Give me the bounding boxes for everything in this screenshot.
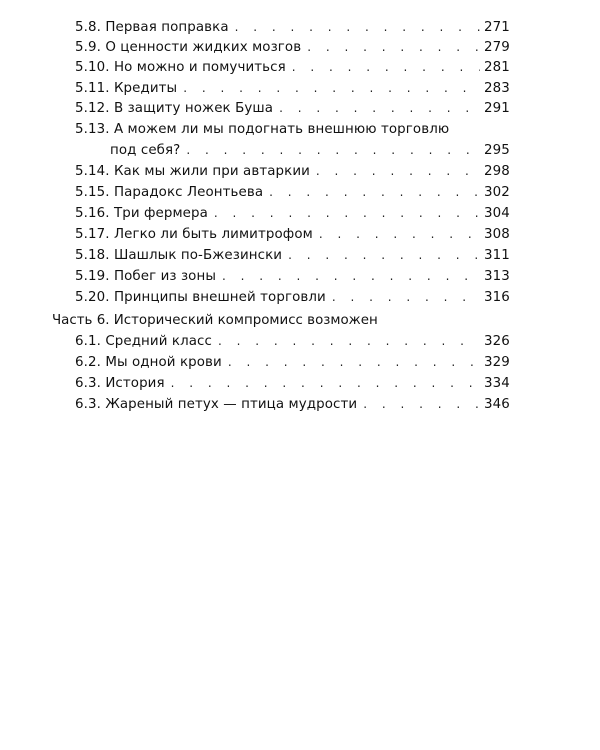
toc-entry-number: 6.1. [75,334,101,349]
toc-entry-title: Три фермера [113,206,208,221]
toc-entry-number: 5.13. [75,122,110,137]
toc-entry-title: Как мы жили при автаркии [113,164,310,179]
toc-entry-title: Средний класс [105,334,212,349]
toc-entry [0,17,600,38]
toc-entry-title: История [105,376,165,391]
toc-entry-title: Легко ли быть лимитрофом [113,227,313,242]
toc-entry [0,78,600,99]
toc-entry-title: Шашлык по-Бжезински [113,248,283,263]
toc-entry [0,373,600,394]
toc-entry-number: 5.10. [75,60,110,75]
toc-entry-number: 5.17. [75,227,110,242]
toc-entry-number: 6.3. [75,376,101,391]
toc-entry [0,266,600,287]
toc-entry-number: 5.15. [75,185,110,200]
toc-entry-title: О ценности жидких мозгов [105,40,302,55]
toc-entry-page: 298 [484,164,510,179]
toc-leader-dots [218,331,480,352]
toc-leader-dots [269,182,480,203]
toc-entry [0,119,600,140]
toc-entry-number: 5.14. [75,164,110,179]
toc-entry-number: 5.20. [75,290,110,305]
toc-entry-page: 291 [484,101,510,116]
toc-leader-dots [363,394,480,415]
toc-entry-title: Принципы внешней торговли [113,290,326,305]
toc-leader-dots [279,98,480,119]
toc-leader-dots [316,161,480,182]
toc-entry-title: Побег из зоны [113,269,217,284]
toc-entry-number: 5.12. [75,101,110,116]
toc-entry [0,182,600,203]
toc-entry-page: 281 [484,60,510,75]
toc-entry [0,394,600,415]
toc-entry-number: 6.2. [75,355,101,370]
toc-leader-dots [171,373,480,394]
toc-entry [0,203,600,224]
toc-part-heading: Часть 6. Исторический компромисс возможен [52,313,378,328]
toc-leader-dots [214,203,480,224]
toc-entry [0,331,600,352]
toc-entry [0,37,600,58]
toc-entry-page: 316 [484,290,510,305]
toc-entry-page: 311 [484,248,510,263]
toc-entry-page: 302 [484,185,510,200]
toc-leader-dots [183,78,480,99]
toc-entry-page: 295 [484,143,510,158]
toc-entry-page: 283 [484,81,510,96]
toc-entry-continuation [0,140,600,161]
toc-entry-page: 271 [484,20,510,35]
toc-entry [0,287,600,308]
toc-leader-dots [235,17,480,38]
toc-leader-dots [186,140,480,161]
toc-leader-dots [222,266,480,287]
toc-entry-title: Но можно и помучиться [113,60,286,75]
toc-leader-dots [319,224,480,245]
toc-entry-title: А можем ли мы подогнать внешнюю торговлю [113,122,450,137]
toc-entry-page: 279 [484,40,510,55]
toc-leader-dots [332,287,480,308]
toc-entry-number: 5.8. [75,20,101,35]
toc-entry-page: 308 [484,227,510,242]
toc-entry-title: Мы одной крови [105,355,222,370]
toc-entry [0,98,600,119]
toc-entry [0,224,600,245]
toc-leader-dots [292,57,480,78]
toc-entry-number: 5.11. [75,81,110,96]
toc-entry-page: 326 [484,334,510,349]
toc-entry-number: 5.9. [75,40,101,55]
toc-entry-number: 6.3. [75,397,101,412]
toc-entry-page: 313 [484,269,510,284]
toc-leader-dots [288,245,480,266]
toc-entry-page: 304 [484,206,510,221]
toc-entry-title: В защиту ножек Буша [113,101,274,116]
toc-entry-number: 5.19. [75,269,110,284]
toc-entry [0,161,600,182]
toc-entry [0,245,600,266]
toc-entry-title: Первая поправка [105,20,229,35]
toc-entry-number: 5.18. [75,248,110,263]
toc-entry [0,57,600,78]
toc-entry-number: 5.16. [75,206,110,221]
toc-entry [0,352,600,373]
toc-entry-title: Кредиты [113,81,178,96]
toc-entry-title-continued: под себя? [110,143,181,158]
toc-entry-page: 334 [484,376,510,391]
toc-leader-dots [228,352,480,373]
toc-entry-page: 346 [484,397,510,412]
toc-entry-title: Жареный петух — птица мудрости [105,397,358,412]
toc-entry-page: 329 [484,355,510,370]
toc-entry-title: Парадокс Леонтьева [113,185,264,200]
toc-leader-dots [307,37,480,58]
